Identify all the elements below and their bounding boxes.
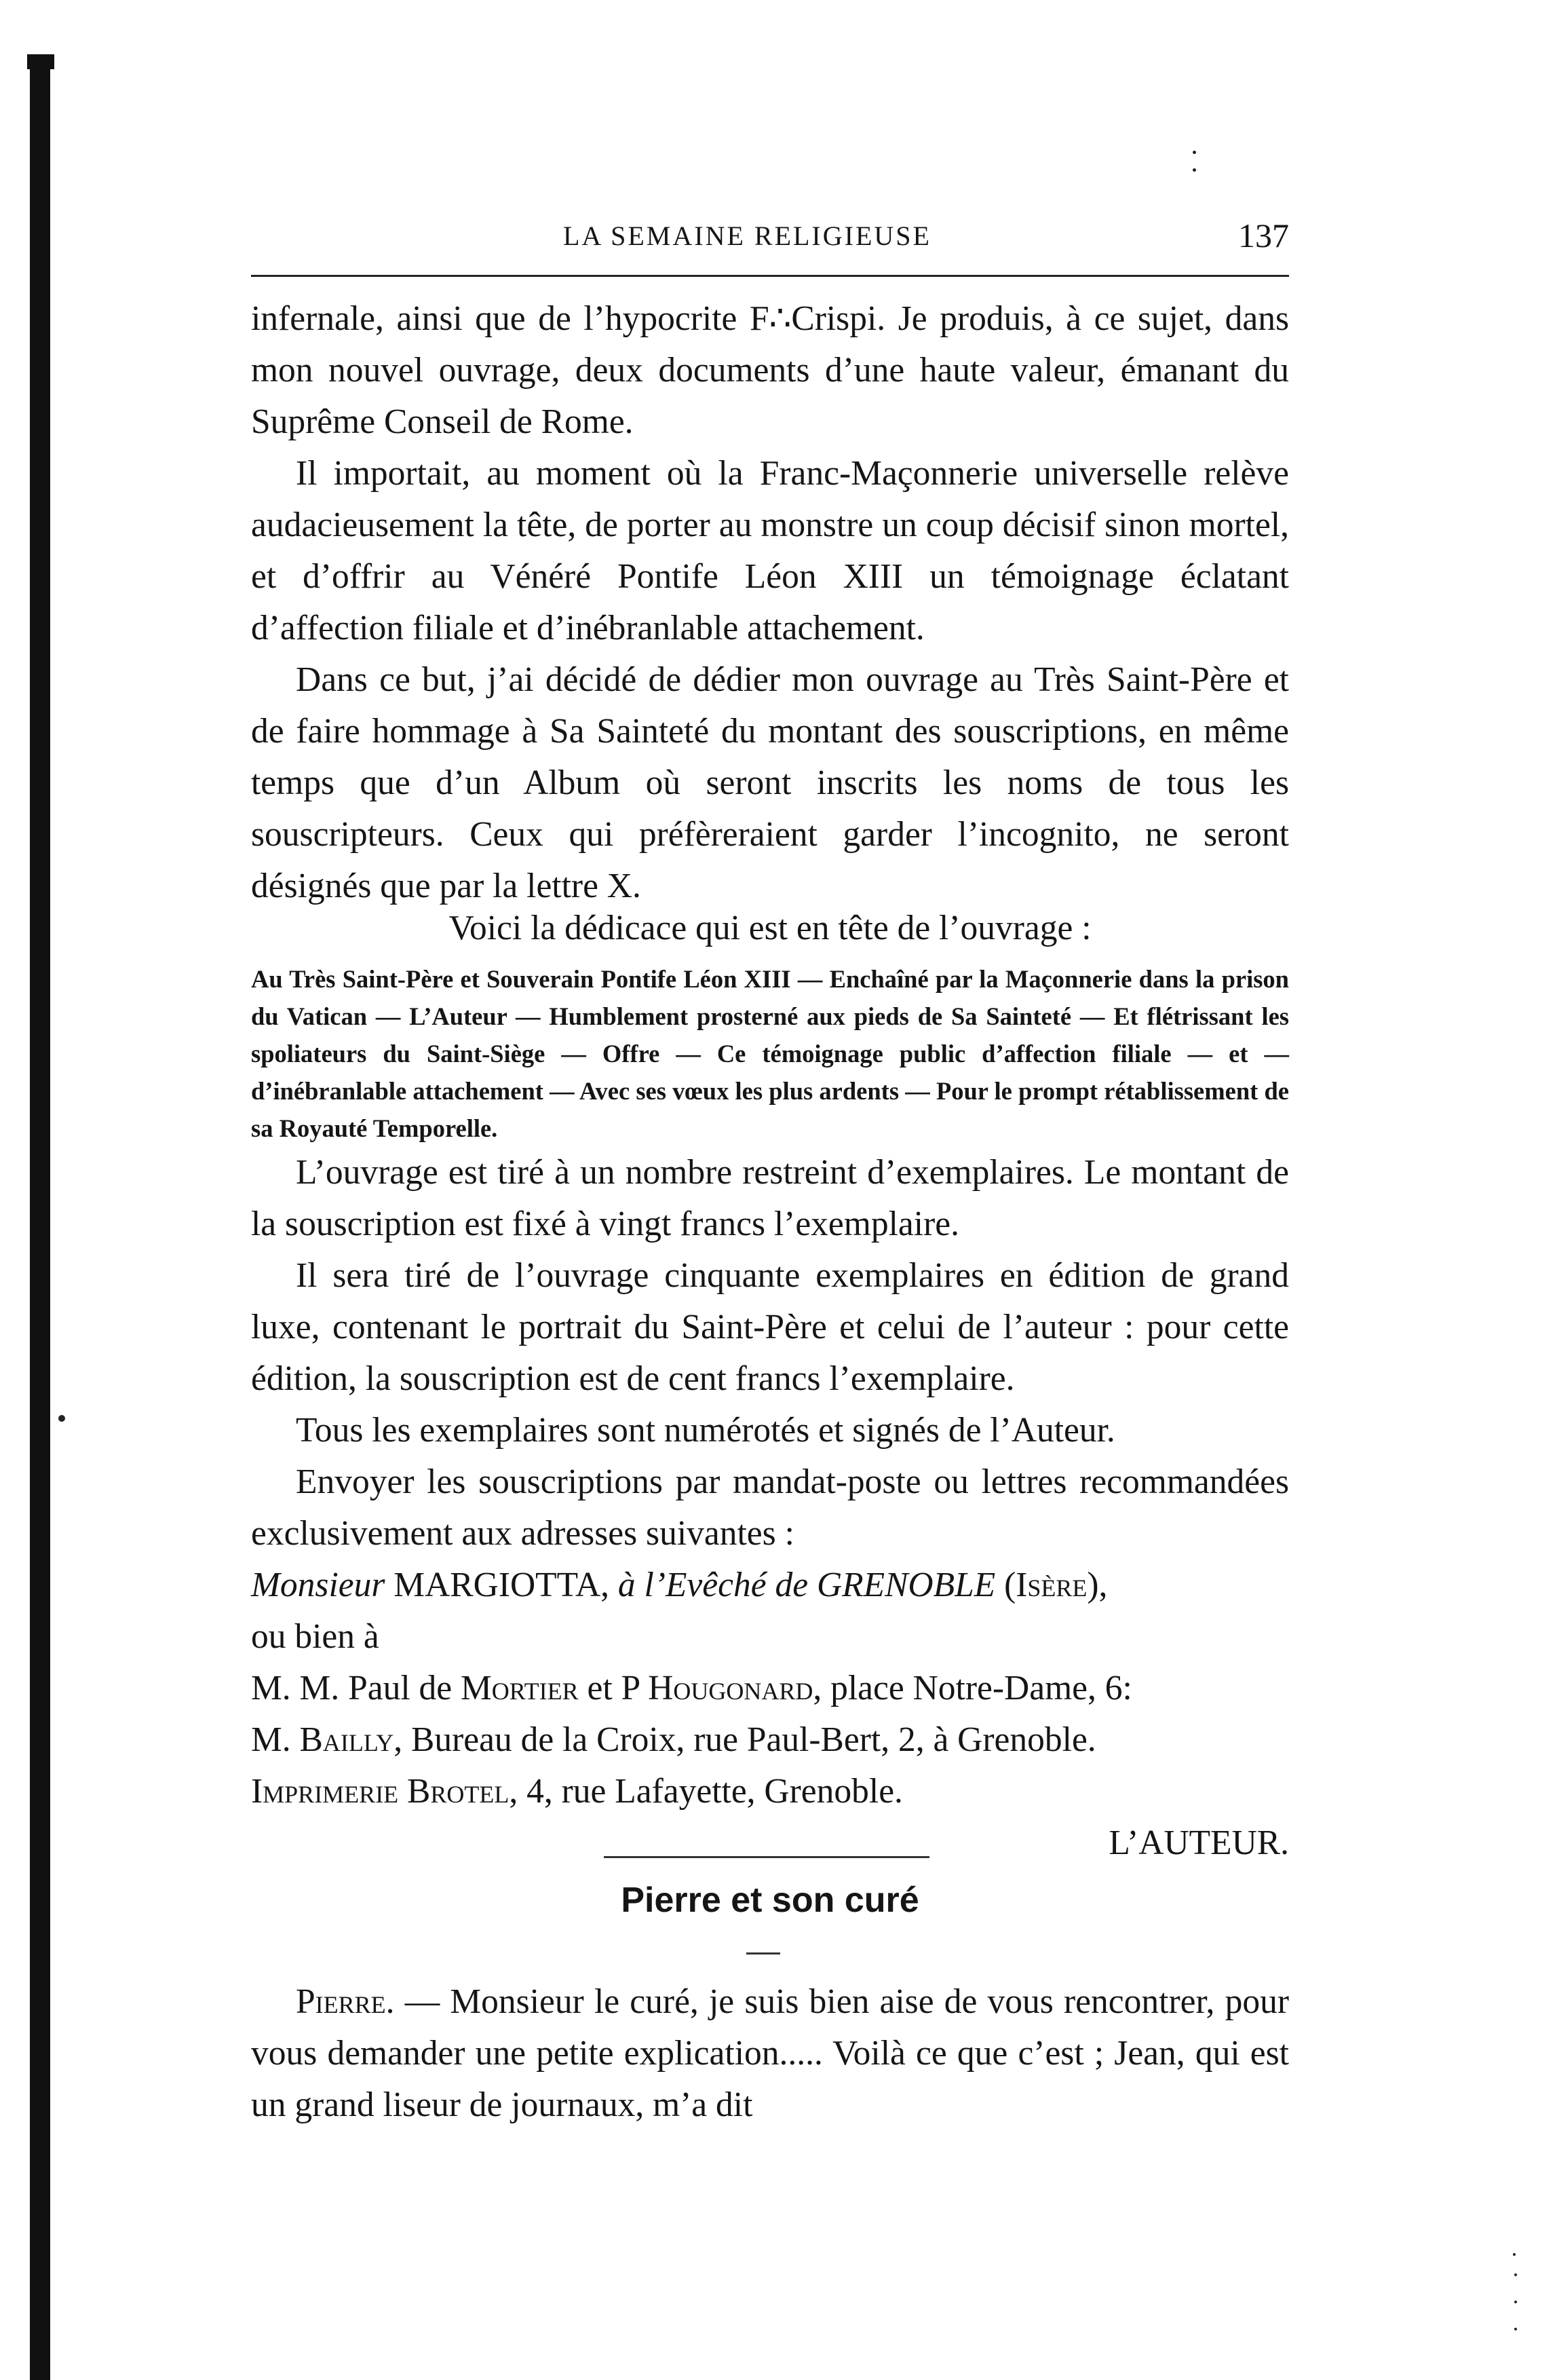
- main-text-bottom: [251, 1147, 1289, 1869]
- paragraph-4: L’ouvrage est tiré à un nombre restreint d’exemplaires. Le montant de la souscription est fixé à vingt francs l’exemplaire.: [251, 1153, 1289, 1243]
- address-5-name: Imprimerie Brotel: [251, 1772, 510, 1811]
- address-line-3: [251, 1663, 1289, 1714]
- address-4-part-b: , Bureau de la Croix, rue Paul-Bert, 2, à Grenoble.: [393, 1720, 1096, 1759]
- signature: L’AUTEUR.: [1109, 1824, 1289, 1862]
- main-text-top: [251, 293, 1289, 912]
- dedication-text: Au Très Saint-Père et Souverain Pontife Léon XIII — Enchaîné par la Maçonnerie dans la prison du Vatican — L’Auteur — Humblement prosterné aux pieds de Sa Sainteté — Et flétrissant les spoliateurs du Saint-Siège — Offre — Ce témoignage public d’affection filiale — et — d’inébranlable attachement — Avec ses vœux les plus ardents — Pour le prompt rétablissement de sa Royauté Temporelle.: [251, 965, 1289, 1142]
- address-3-part-a: M. M. Paul de: [251, 1669, 453, 1707]
- ink-speck: [1193, 168, 1196, 172]
- section-paragraph: [251, 1976, 1289, 2131]
- section-body: [251, 1976, 1289, 2131]
- ink-speck: [58, 1415, 65, 1422]
- section-separator: [604, 1856, 929, 1858]
- address-line-5: [251, 1766, 1289, 1817]
- paragraph-7: Envoyer les souscriptions par mandat-poste ou lettres recommandées exclusivement aux adresses suivantes :: [251, 1462, 1289, 1553]
- paragraph-6: Tous les exemplaires sont numérotés et signés de l’Auteur.: [296, 1411, 1115, 1450]
- address-line-4: [251, 1714, 1289, 1766]
- ink-speck: [1514, 2328, 1517, 2330]
- address-3-name-2: Hougonard: [648, 1669, 813, 1707]
- page-header: [251, 216, 1289, 257]
- address-region: (Isère),: [1004, 1566, 1108, 1604]
- address-3-part-b: et P: [587, 1669, 640, 1707]
- paragraph-2: Il importait, au moment où la Franc-Maçonnerie universelle relève audacieusement la tête, de porter au monstre un coup décisif sinon mortel, et d’offrir au Vénéré Pontife Léon XIII un témoignage éclatant d’affection filiale et d’inébranlable attachement.: [251, 454, 1289, 647]
- address-3-part-c: , place Notre-Dame, 6:: [813, 1669, 1132, 1707]
- address-3-name-1: Mortier: [461, 1669, 579, 1707]
- section-speaker: Pierre.: [296, 1982, 395, 2021]
- paragraph-1: infernale, ainsi que de l’hypocrite F∴Crispi. Je produis, à ce sujet, dans mon nouvel ouvrage, deux documents d’une haute valeur, émanant du Suprême Conseil de Rome.: [251, 299, 1289, 441]
- section-title: Pierre et son curé: [621, 1881, 919, 1920]
- ink-speck: [1513, 2253, 1516, 2256]
- address-name: MARGIOTTA,: [393, 1566, 610, 1604]
- address-line-1: [251, 1560, 1289, 1611]
- address-place: à l’Evêché de GRENOBLE: [617, 1566, 996, 1604]
- address-4-part-a: M.: [251, 1720, 291, 1759]
- ink-speck: [1193, 151, 1196, 154]
- section-text: — Monsieur le curé, je suis bien aise de vous rencontrer, pour vous demander une petite explication..... Voilà ce que c’est ; Jean, qui est un grand liseur de journaux, m’a dit: [251, 1982, 1289, 2124]
- address-5-part-b: , 4, rue Lafayette, Grenoble.: [509, 1772, 903, 1811]
- ink-speck: [1514, 2273, 1517, 2276]
- ink-speck: [1514, 2301, 1517, 2303]
- dedication-intro: Voici la dédicace qui est en tête de l’ouvrage :: [448, 909, 1092, 947]
- address-line-2: ou bien à: [251, 1617, 379, 1656]
- paragraph-5: Il sera tiré de l’ouvrage cinquante exemplaires en édition de grand luxe, contenant le portrait du Saint-Père et celui de l’auteur : pour cette édition, la souscription est de cent francs l’exemplaire.: [251, 1256, 1289, 1398]
- address-4-name: Bailly: [299, 1720, 394, 1759]
- section-title-rule: [746, 1952, 780, 1954]
- address-salutation: Monsieur: [251, 1566, 385, 1604]
- page-number: 137: [1238, 216, 1289, 254]
- paragraph-3: Dans ce but, j’ai décidé de dédier mon ouvrage au Très Saint-Père et de faire hommage à Sa Sainteté du montant des souscriptions, en même temps que d’un Album où seront inscrits les noms de tous les souscripteurs. Ceux qui préfèreraient garder l’incognito, ne seront désignés que par la lettre X.: [251, 660, 1289, 905]
- header-rule: [251, 275, 1289, 277]
- page-spine-shadow: [30, 54, 50, 2380]
- running-head: LA SEMAINE RELIGIEUSE: [563, 221, 931, 251]
